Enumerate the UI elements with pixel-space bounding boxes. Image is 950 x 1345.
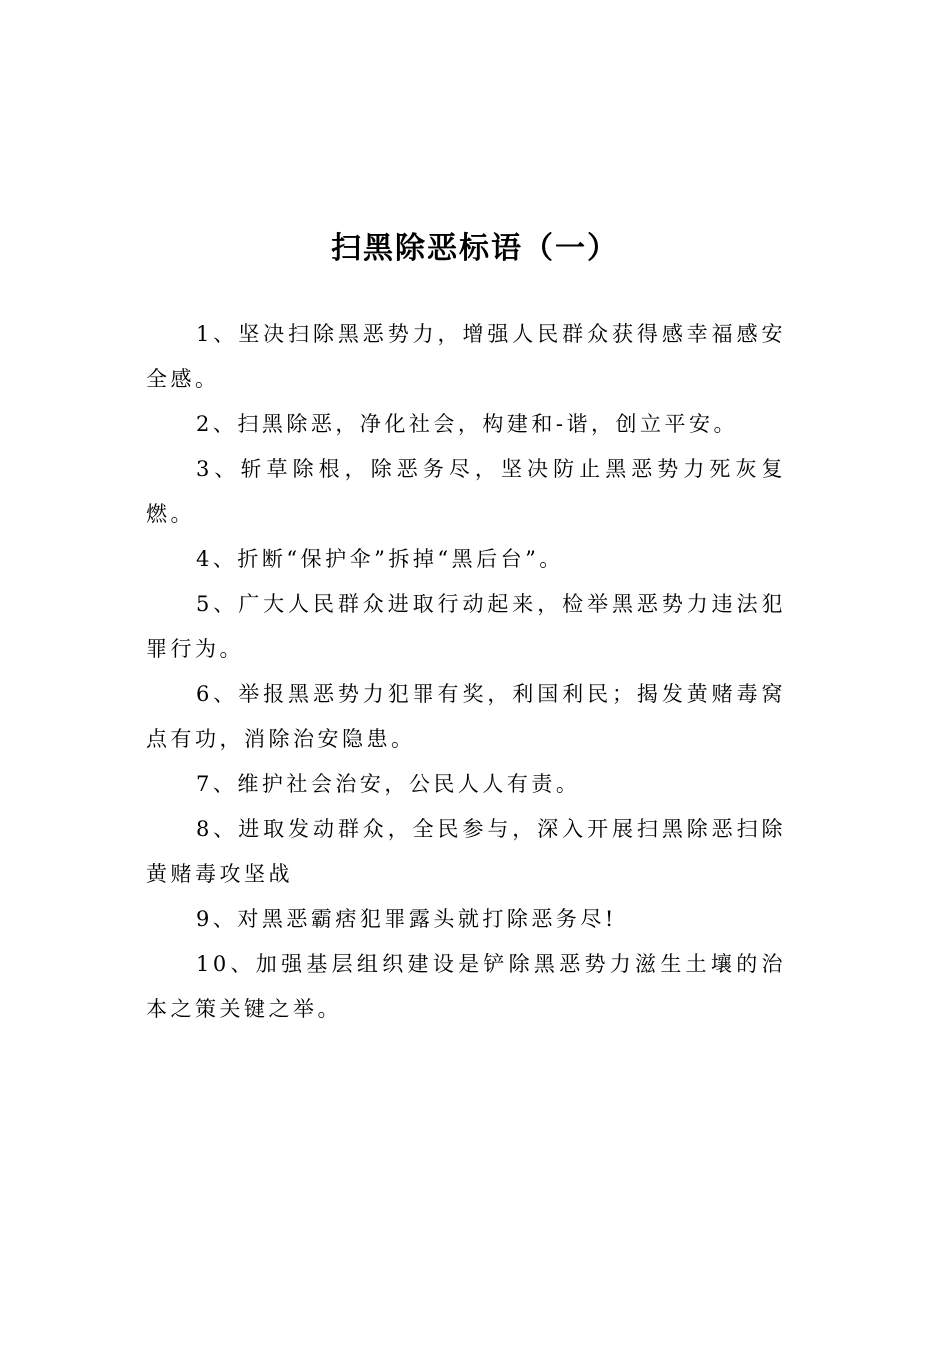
- slogan-item-7: 7、维护社会治安，公民人人有责。: [196, 772, 581, 796]
- slogan-item-5: 5、广大人民群众进取行动起来，检举黑恶势力违法犯罪行为。: [146, 592, 786, 661]
- slogan-item-9: 9、对黑恶霸痞犯罪露头就打除恶务尽!: [196, 907, 617, 931]
- slogan-list: [146, 312, 786, 1032]
- slogan-item-6: 6、举报黑恶势力犯罪有奖，利国利民；揭发黄赌毒窝点有功，消除治安隐患。: [146, 682, 786, 751]
- slogan-item-10: 10、加强基层组织建设是铲除黑恶势力滋生土壤的治本之策关键之举。: [146, 952, 786, 1021]
- slogan-item-2: 2、扫黑除恶，净化社会，构建和-谐，创立平安。: [196, 412, 738, 436]
- slogan-item-4: 4、折断“保护伞”拆掉“黑后台”。: [196, 547, 564, 571]
- document-title: 扫黑除恶标语（一）: [331, 231, 619, 266]
- slogan-item-3: 3、斩草除根，除恶务尽，坚决防止黑恶势力死灰复燃。: [146, 457, 786, 526]
- slogan-item-1: 1、坚决扫除黑恶势力，增强人民群众获得感幸福感安全感。: [146, 322, 786, 391]
- slogan-item-8: 8、进取发动群众，全民参与，深入开展扫黑除恶扫除黄赌毒攻坚战: [146, 817, 786, 886]
